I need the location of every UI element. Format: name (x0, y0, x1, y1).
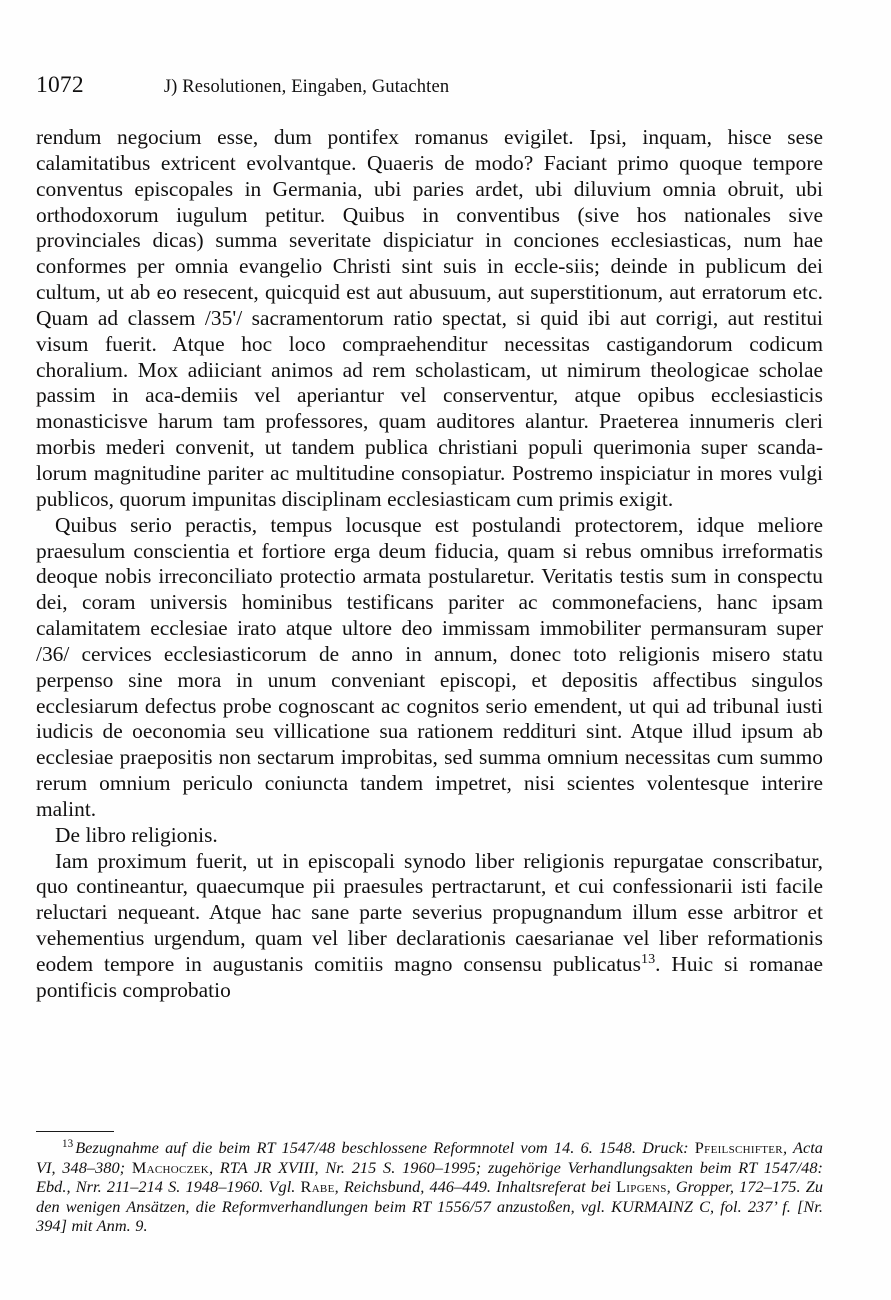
footnote-reference-marker[interactable]: 13 (641, 950, 656, 967)
footnote-author-name: Pfeilschifter (694, 1138, 783, 1157)
footnote-body (36, 1138, 823, 1235)
paragraph-4 (36, 849, 823, 1004)
footnote-number: 13 (62, 1137, 74, 1150)
footnote-text-run: , Reichsbund, 446–449. Inhaltsreferat bei (334, 1177, 617, 1196)
footnote-13 (36, 1138, 823, 1236)
paragraph-2: Quibus serio peractis, tempus locusque est postulandi protectorem, idque meliore praesulum conscientia et fortiore erga deum fiducia, quam si rebus omnibus irreformatis deoque nobis irreconciliato protectio armata postularetur. Veritatis testis sum in conspectu dei, coram universis hominibus testificans pariter ac commonefaciens, hanc ipsam calamitatem ecclesiae irato atque ultore deo immissam immobiliter permansuram super /36/ cervices ecclesiasticorum de anno in annum, donec toto religionis misero statu perpenso sine mora in unum conveniant episcopi, et depositis affectibus singulos ecclesiarum defectus probe cognoscant ac cognitos serio emendent, ut qui ad tribunal iusti iudicis de oeconomia seu villicatione sua rationem reddituri sint. Atque illud ipsum ab ecclesiae praepositis non sectarum improbitas, sed summa omnium necessitas cum summo rerum omnium periculo coniuncta tandem impetret, nisi scientes volentesque interire malint. (36, 512, 823, 821)
paragraph-3-heading: De libro religionis. (55, 822, 218, 847)
paragraph-1: rendum negocium esse, dum pontifex romanus evigilet. Ipsi, inquam, hisce sese calamitatibus extricent evolvantque. Quaeris de modo? Faciant primo quoque tempore conventus episcopales in Germania, ubi paries ardet, ubi diluvium omnia obruit, ubi orthodoxorum iugulum petitur. Quibus in conventibus (sive hos nationales sive provinciales dicas) summa severitate dispiciatur in conciones ecclesiasticas, num hae conformes per omnia evangelio Christi sint suis in eccle-siis; deinde in publicum dei cultum, ut ab eo resecent, quicquid est aut abusuum, aut superstitionum, aut erratorum etc. Quam ad classem /35'/ sacramentorum ratio spectat, si quid ibi aut corrigi, aut restitui visum fuerit. Atque hoc loco compraehenditur necessitas castigandorum codicum choralium. Mox adiiciant animos ad rem scholasticam, ut nimirum theologicae scholae passim in aca-demiis vel aperiantur vel conserventur, atque opibus ecclesiasticis monasticisve harum tam professores, quam auditores alantur. Praeterea innumeris cleri morbis mederi convenit, ut tandem publica christiani populi querimonia super scanda-lorum magnitudine pariter ac multitudine consopiatur. Postremo inspiciatur in mores vulgi publicos, quorum impunitas disciplinam ecclesiasticam cum primis exigit. (36, 125, 823, 511)
footnote-author-name: Machoczek (131, 1157, 209, 1177)
footnote-author-name: Rabe (300, 1177, 335, 1196)
footnote-separator-rule (36, 1131, 114, 1132)
page-number: 1072 (36, 72, 84, 98)
footnote-text-run: , RTA JR XVIII, Nr. 215 S. 1960–1995; zugehörige Verhandlungsakten beim RT 1547/48: Ebd., Nrr. 211–214 S. 1948–1960. Vgl. (36, 1157, 823, 1196)
footnote-area (36, 1131, 823, 1236)
footnote-text-run: , Gropper, 172–175. Zu den wenigen Ansätzen, die Reformverhandlungen beim RT 1556/57 anzustoßen, vgl. KURMAINZ C, fol. 237’ f. [Nr. 394] mit Anm. 9. (36, 1177, 824, 1235)
footnote-text-run: Bezugnahme auf die beim RT 1547/48 beschlossene Reformnotel vom 14. 6. 1548. Druck: (75, 1138, 695, 1157)
paragraph-4-text-before-ref: Iam proximum fuerit, ut in episcopali synodo liber religionis repurgatae conscribatur, quo contineantur, quaecumque pii praesules pertractarunt, et cui confessionarii isti facile reluctari nequeant. Atque hac sane parte severius propugnandum illum esse arbitror et vehementius urgendum, quam vel liber declarationis caesarianae vel liber reformationis eodem tempore in augustanis comitiis magno consensu publicatus (36, 848, 823, 976)
footnote-text-run: , Acta VI, 348–380; (36, 1138, 823, 1177)
running-head-title: J) Resolutionen, Eingaben, Gutachten (163, 77, 450, 97)
paragraph-4-text-after-ref: . Huic si romanae pontificis comprobatio (36, 952, 823, 1002)
running-head (36, 72, 822, 102)
footnote-author-name: Lipgens (616, 1177, 667, 1196)
body-text (36, 125, 823, 1004)
